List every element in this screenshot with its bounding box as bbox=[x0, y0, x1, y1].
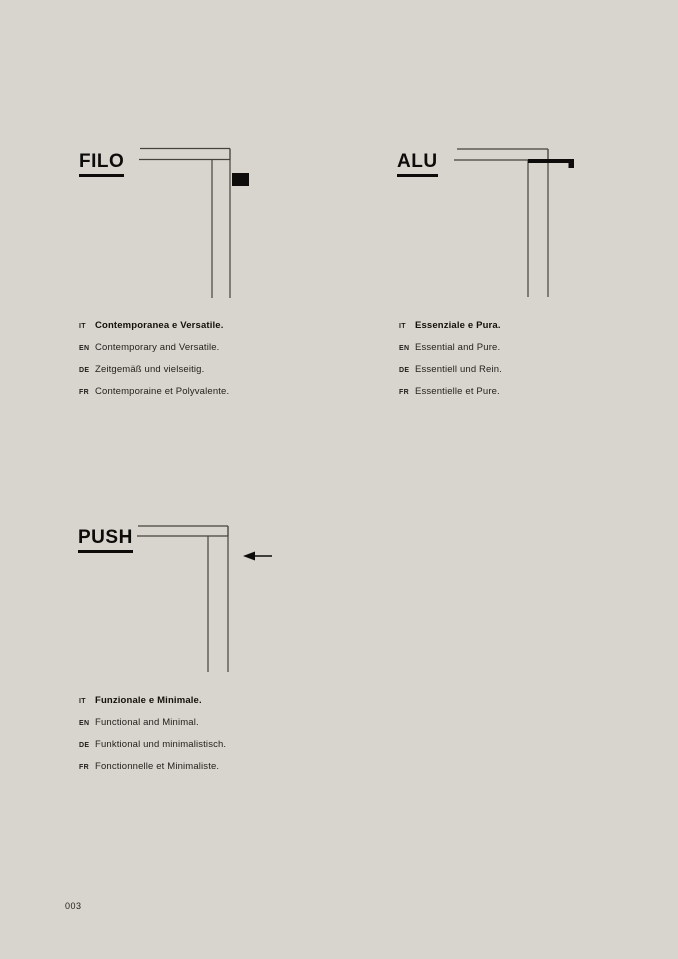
filo-title: FILO bbox=[79, 152, 124, 177]
list-item bbox=[79, 690, 226, 712]
filo-descriptions bbox=[79, 315, 229, 403]
alu-descriptions bbox=[399, 315, 502, 403]
list-item bbox=[79, 337, 229, 359]
description-text: Contemporary and Versatile. bbox=[95, 342, 220, 353]
filo-profile-drawing bbox=[138, 146, 254, 300]
lang-label: FR bbox=[79, 764, 89, 771]
lang-label: EN bbox=[79, 720, 90, 727]
lang-label: FR bbox=[399, 389, 409, 396]
alu-profile-drawing bbox=[452, 146, 578, 299]
lang-label: DE bbox=[399, 367, 410, 374]
description-text: Fonctionnelle et Minimaliste. bbox=[95, 761, 220, 772]
page-number: 003 bbox=[65, 901, 82, 911]
description-text: Essential and Pure. bbox=[415, 342, 501, 353]
description-text: Essenziale e Pura. bbox=[415, 320, 501, 331]
push-profile-drawing bbox=[136, 523, 278, 674]
push-direction-arrow-icon bbox=[243, 552, 272, 561]
lang-label: IT bbox=[399, 323, 406, 330]
list-item bbox=[399, 381, 502, 403]
list-item bbox=[79, 381, 229, 403]
alu-title: ALU bbox=[397, 152, 438, 177]
description-text: Funktional und minimalistisch. bbox=[95, 739, 227, 750]
lang-label: FR bbox=[79, 389, 89, 396]
list-item bbox=[79, 315, 229, 337]
alu-handle-profile bbox=[528, 159, 574, 168]
alu-panel-lines bbox=[454, 149, 548, 297]
filo-panel-lines bbox=[139, 149, 230, 299]
list-item bbox=[399, 359, 502, 381]
list-item bbox=[399, 315, 502, 337]
lang-label: EN bbox=[79, 345, 90, 352]
push-panel-lines bbox=[137, 526, 228, 672]
list-item bbox=[79, 734, 226, 756]
description-text: Contemporanea e Versatile. bbox=[95, 320, 224, 331]
description-text: Functional and Minimal. bbox=[95, 717, 199, 728]
description-text: Zeitgemäß und vielseitig. bbox=[95, 364, 205, 375]
description-text: Contemporaine et Polyvalente. bbox=[95, 386, 230, 397]
description-text: Funzionale e Minimale. bbox=[95, 695, 202, 706]
lang-label: EN bbox=[399, 345, 410, 352]
lang-label: DE bbox=[79, 367, 90, 374]
lang-label: IT bbox=[79, 323, 86, 330]
description-text: Essentielle et Pure. bbox=[415, 386, 500, 397]
list-item bbox=[79, 359, 229, 381]
list-item bbox=[399, 337, 502, 359]
filo-handle-block bbox=[232, 173, 249, 186]
list-item bbox=[79, 712, 226, 734]
push-descriptions bbox=[79, 690, 226, 778]
list-item bbox=[79, 756, 226, 778]
push-title: PUSH bbox=[78, 528, 133, 553]
lang-label: DE bbox=[79, 742, 90, 749]
description-text: Essentiell und Rein. bbox=[415, 364, 502, 375]
lang-label: IT bbox=[79, 698, 86, 705]
